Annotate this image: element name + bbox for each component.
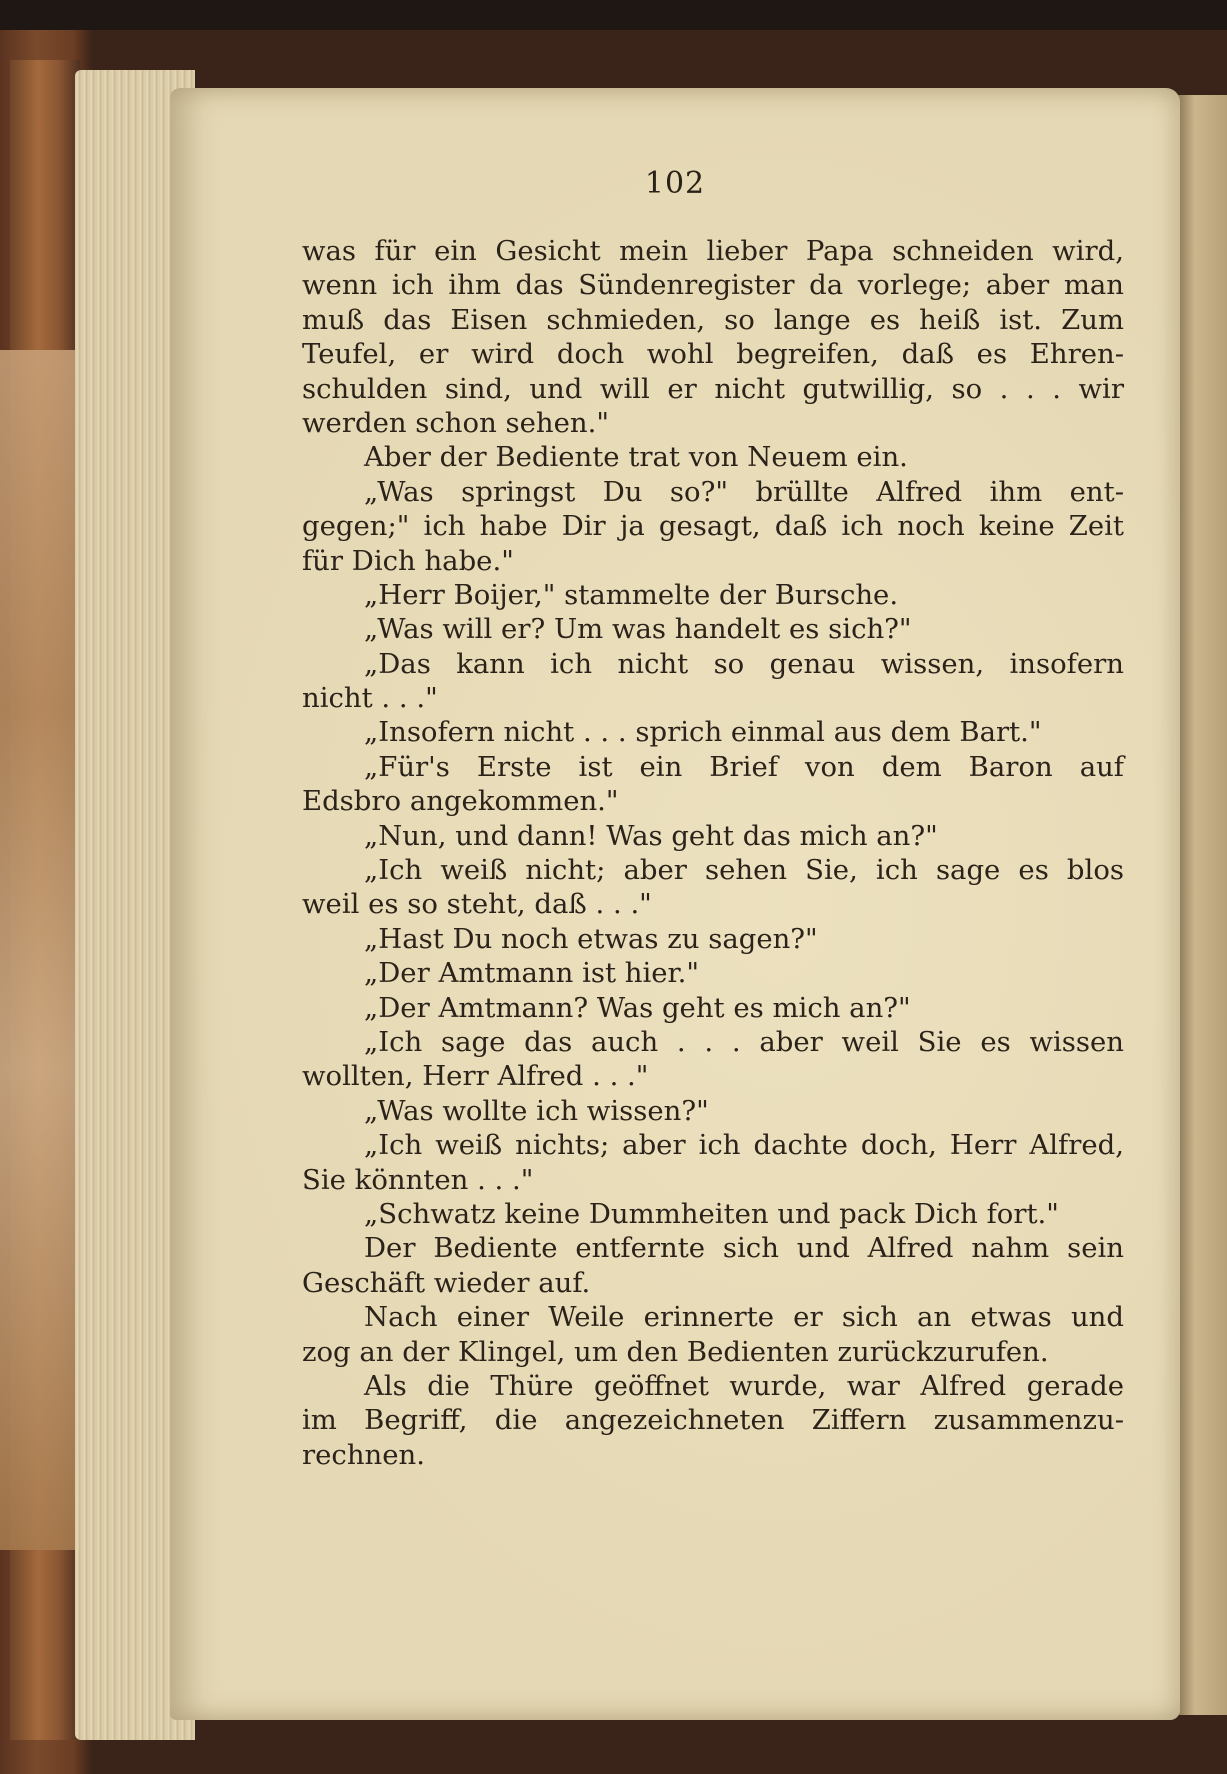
text-line: nicht . . ." [302, 682, 438, 715]
text-line: „Der Amtmann ist hier." [364, 957, 700, 990]
text-line: Edsbro angekommen." [302, 785, 619, 818]
text-line: „Nun, und dann! Was geht das mich an?" [364, 819, 938, 852]
text-line: Als die Thüre geöffnet wurde, war Alfred gerade [364, 1369, 1124, 1402]
text-line: was für ein Gesicht mein lieber Papa schneiden wird, [302, 235, 1124, 267]
text-line: wenn ich ihm das Sündenregister da vorlege; aber man [302, 269, 1124, 302]
text-line: gegen;" ich habe Dir ja gesagt, daß ich noch keine Zeit [302, 510, 1124, 543]
text-line: „Ich weiß nicht; aber sehen Sie, ich sage es blos [364, 854, 1124, 887]
text-line: „Ich sage das auch . . . aber weil Sie es wissen [364, 1025, 1124, 1058]
text-line: „Was springst Du so?" brüllte Alfred ihm ent- [364, 475, 1124, 508]
text-line: „Insofern nicht . . . sprich einmal aus dem Bart." [364, 716, 1042, 749]
page-number: 102 [644, 166, 706, 201]
text-line: „Ich weiß nichts; aber ich dachte doch, Herr Alfred, [364, 1129, 1124, 1162]
text-line: im Begriff, die angezeichneten Ziffern zusammenzu- [302, 1404, 1124, 1437]
marbled-endpaper [0, 350, 80, 1550]
text-line: „Herr Boijer," stammelte der Bursche. [364, 578, 899, 611]
text-line: zog an der Klingel, um den Bedienten zurückzurufen. [302, 1335, 1049, 1368]
text-line: „Schwatz keine Dummheiten und pack Dich fort." [364, 1197, 1059, 1230]
page-text [302, 234, 1124, 1472]
text-line: muß das Eisen schmieden, so lange es heiß ist. Zum [302, 303, 1124, 336]
text-line: schulden sind, und will er nicht gutwillig, so . . . wir [302, 372, 1124, 405]
text-line: „Das kann ich nicht so genau wissen, insofern [364, 647, 1124, 680]
text-line: „Für's Erste ist ein Brief von dem Baron auf [364, 750, 1124, 783]
text-line: Geschäft wieder auf. [302, 1266, 591, 1299]
text-line: Sie könnten . . ." [302, 1163, 534, 1196]
text-line: Nach einer Weile erinnerte er sich an etwas und [364, 1301, 1124, 1334]
facing-page-edge [1178, 95, 1227, 1715]
text-line: Aber der Bediente trat von Neuem ein. [364, 441, 908, 474]
text-line: „Was wollte ich wissen?" [364, 1094, 709, 1127]
text-line: wollten, Herr Alfred . . ." [302, 1060, 649, 1093]
text-line: „Hast Du noch etwas zu sagen?" [364, 922, 818, 955]
book-page [170, 88, 1180, 1720]
text-line: für Dich habe." [302, 544, 514, 577]
text-line: weil es so steht, daß . . ." [302, 888, 652, 921]
text-line: „Der Amtmann? Was geht es mich an?" [364, 991, 911, 1024]
text-line: rechnen. [302, 1438, 425, 1471]
text-line: „Was will er? Um was handelt es sich?" [364, 613, 912, 646]
text-line: Der Bediente entfernte sich und Alfred nahm sein [364, 1232, 1124, 1265]
text-line: werden schon sehen." [302, 406, 609, 439]
text-line: Teufel, er wird doch wohl begreifen, daß es Ehren- [302, 338, 1124, 371]
